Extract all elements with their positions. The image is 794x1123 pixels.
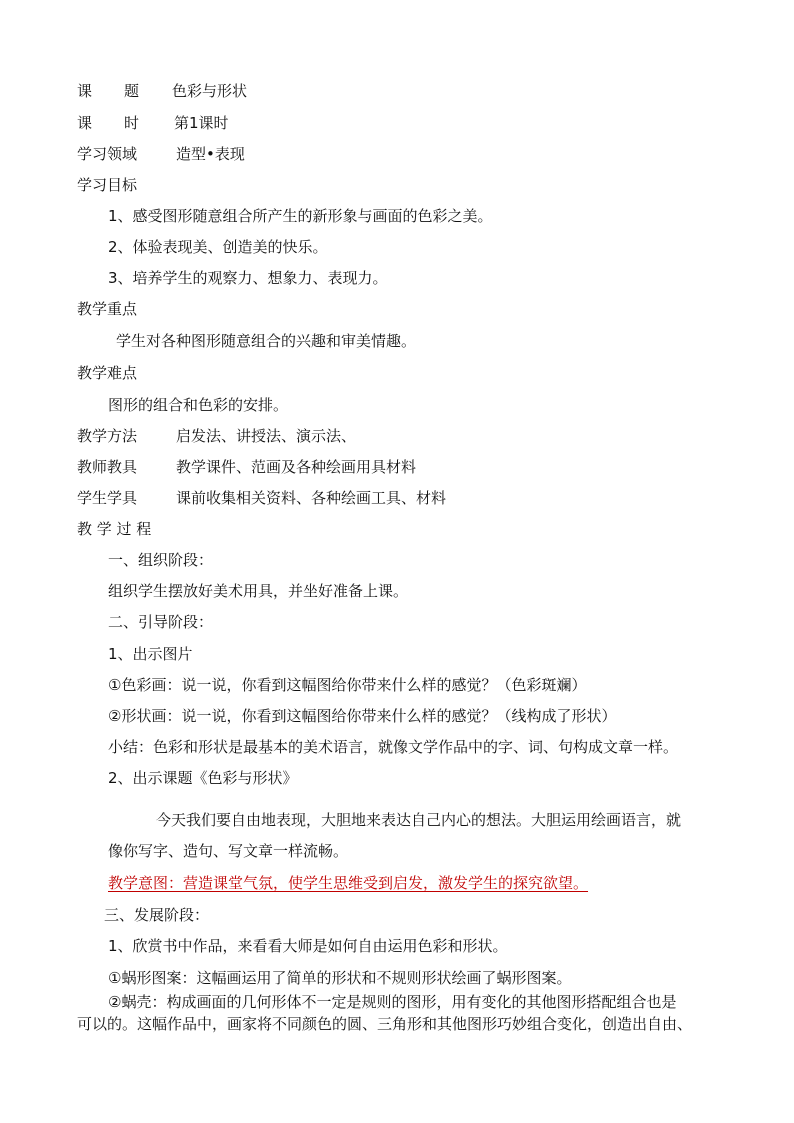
- student-tools-row: [77, 488, 446, 508]
- teacher-tools-row: [77, 457, 416, 477]
- period-label-1: 课: [77, 114, 93, 132]
- stage3-title: 三、发展阶段：: [104, 906, 210, 924]
- method-row: [77, 426, 356, 446]
- period-label-2: 时: [124, 114, 140, 132]
- domain-label: 学习领域: [77, 145, 138, 163]
- goal-item-3: 3、培养学生的观察力、想象力、表现力。: [108, 269, 388, 287]
- goals-title: 学习目标: [77, 176, 138, 194]
- topic-label-1: 课: [77, 82, 93, 100]
- student-tools-label: 学生学具: [77, 489, 138, 507]
- step1-text: 1、出示图片: [108, 645, 193, 663]
- process-title: 教 学 过 程: [77, 520, 152, 538]
- stage1-title: 一、组织阶段：: [108, 551, 214, 569]
- summary-text: 小结：色彩和形状是最基本的美术语言，就像文学作品中的字、词、句构成文章一样。: [108, 738, 679, 756]
- step3-text: 1、欣赏书中作品，来看看大师是如何自由运用色彩和形状。: [108, 937, 508, 955]
- item1-text: ①色彩画：说一说，你看到这幅图给你带来什么样的感觉？（色彩斑斓）: [108, 676, 587, 694]
- stage1-text: 组织学生摆放好美术用具，并坐好准备上课。: [108, 582, 409, 600]
- paragraph-line-1: 今天我们要自由地表现，大胆地来表达自己内心的想法。大胆运用绘画语言，就: [156, 811, 682, 829]
- topic-row: [77, 81, 247, 101]
- method-value: 启发法、讲授法、演示法、: [176, 427, 357, 445]
- key-point-text: 学生对各种图形随意组合的兴趣和审美情趣。: [116, 332, 417, 350]
- paragraph-line-2: 像你写字、造句、写文章一样流畅。: [108, 842, 349, 860]
- key-point-title: 教学重点: [77, 300, 138, 318]
- step2-text: 2、出示课题《色彩与形状》: [108, 769, 298, 787]
- teaching-intent: 教学意图：营造课堂气氛，使学生思维受到启发，激发学生的探究欲望。: [108, 874, 589, 892]
- item2-text: ②形状画：说一说，你看到这幅图给你带来什么样的感觉？（线构成了形状）: [108, 707, 617, 725]
- stage2-title: 二、引导阶段：: [108, 613, 214, 631]
- goal-item-2: 2、体验表现美、创造美的快乐。: [108, 238, 328, 256]
- item4-line-2: 可以的。这幅作品中，画家将不同颜色的圆、三角形和其他图形巧妙组合变化，创造出自由、: [77, 1015, 693, 1033]
- method-label: 教学方法: [77, 427, 138, 445]
- teacher-tools-label: 教师教具: [77, 458, 138, 476]
- difficulty-text: 图形的组合和色彩的安排。: [108, 396, 289, 414]
- item4-line-1: ②蜗壳：构成画面的几何形体不一定是规则的图形，用有变化的其他图形搭配组合也是: [108, 993, 677, 1011]
- topic-label-2: 题: [124, 82, 140, 100]
- domain-row: [77, 144, 245, 164]
- period-value: 第1课时: [174, 114, 229, 132]
- difficulty-title: 教学难点: [77, 364, 138, 382]
- domain-value: 造型•表现: [176, 145, 245, 163]
- topic-value: 色彩与形状: [172, 82, 248, 100]
- student-tools-value: 课前收集相关资料、各种绘画工具、材料: [176, 489, 447, 507]
- item3-text: ①蜗形图案：这幅画运用了简单的形状和不规则形状绘画了蜗形图案。: [108, 969, 572, 987]
- teacher-tools-value: 教学课件、范画及各种绘画用具材料: [176, 458, 417, 476]
- goal-item-1: 1、感受图形随意组合所产生的新形象与画面的色彩之美。: [108, 207, 493, 225]
- period-row: [77, 113, 229, 133]
